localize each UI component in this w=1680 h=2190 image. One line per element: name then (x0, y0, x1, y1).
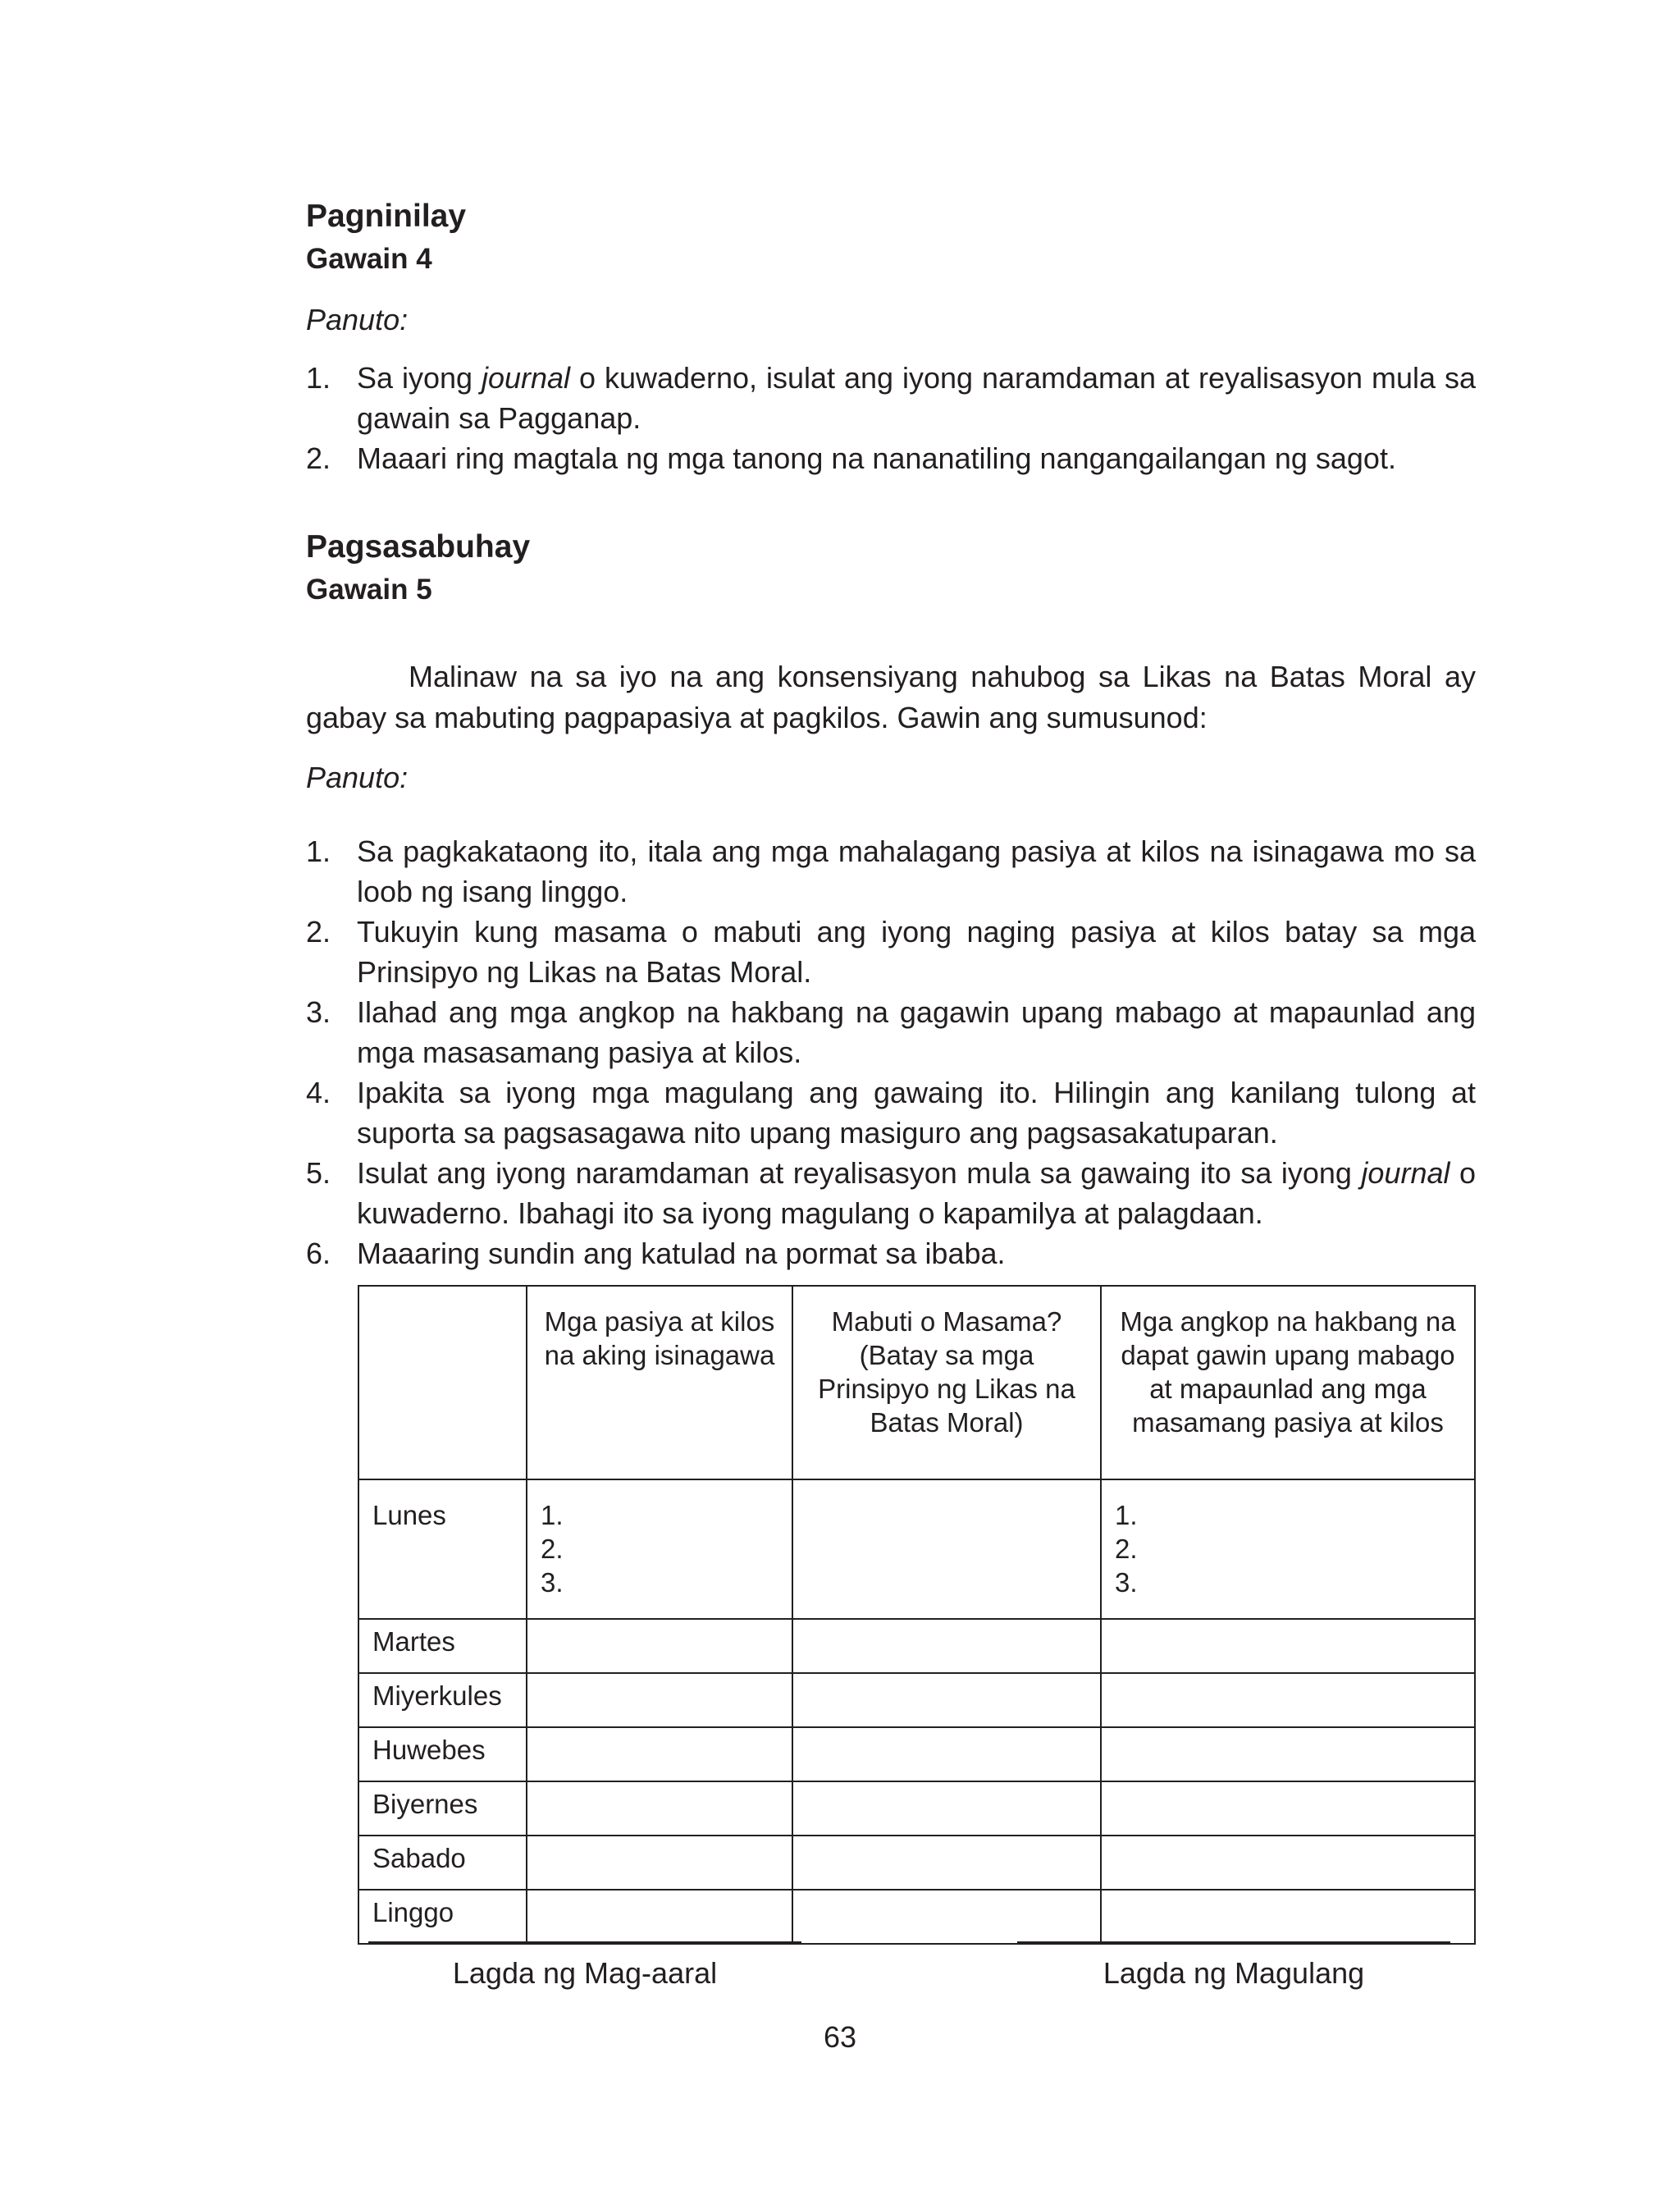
list-item-text: Tukuyin kung masama o mabuti ang iyong naging pasiya at kilos batay sa mga Prinsipyo ng Likas na Batas Moral. (357, 915, 1476, 989)
day-cell: Sabado (358, 1836, 527, 1890)
list-item-text: Sa iyong (357, 361, 482, 395)
list-item-emphasis: journal (481, 361, 571, 395)
list-item-number: 1. (306, 361, 331, 395)
table-header-cell: Mga pasiya at kilos na aking isinagawa (527, 1286, 792, 1479)
table-header-row (358, 1286, 1475, 1479)
student-signature-line[interactable] (368, 1941, 801, 1943)
list-item-text: Isulat ang iyong naramdaman at reyalisasyon mula sa gawaing ito sa iyong (357, 1156, 1362, 1190)
table-cell[interactable] (792, 1479, 1101, 1619)
table-header-cell: Mga angkop na hakbang na dapat gawin upang mabago at mapaunlad ang mga masamang pasiya at kilos (1101, 1286, 1475, 1479)
list-item: 3. (541, 1567, 564, 1598)
day-cell: Martes (358, 1619, 527, 1673)
instructions-list-pagsasabuhay (306, 831, 1476, 1273)
table-cell[interactable] (1101, 1479, 1475, 1619)
table-header-cell (358, 1286, 527, 1479)
numbered-placeholder-list (1115, 1498, 1461, 1599)
list-item-text: Maaaring sundin ang katulad na pormat sa ibaba. (357, 1237, 1006, 1270)
day-cell: Lunes (358, 1479, 527, 1619)
table-cell[interactable] (1101, 1619, 1475, 1673)
table-cell[interactable] (792, 1619, 1101, 1673)
list-item: 1. (1115, 1500, 1138, 1530)
list-item-number: 4. (306, 1076, 331, 1109)
list-item (306, 912, 1476, 992)
list-item-number: 2. (306, 441, 331, 475)
list-item-number: 2. (306, 915, 331, 949)
page-number: 63 (823, 2020, 857, 2054)
table-cell[interactable] (527, 1836, 792, 1890)
table-header-cell: Mabuti o Masama? (Batay sa mga Prinsipyo ng Likas na Batas Moral) (792, 1286, 1101, 1479)
list-item-text: Maaari ring magtala ng mga tanong na nananatiling nangangailangan ng sagot. (357, 441, 1396, 475)
table-row (358, 1673, 1475, 1727)
table-cell[interactable] (527, 1781, 792, 1836)
table-row (358, 1619, 1475, 1673)
activity-title-gawain-4: Gawain 4 (306, 243, 432, 275)
intro-paragraph: Malinaw na sa iyo na ang konsensiyang nahubog sa Likas na Batas Moral ay gabay sa mabuting pagpapasiya at pagkilos. Gawin ang sumusunod: (306, 660, 1476, 734)
weekly-decision-table (358, 1285, 1476, 1945)
list-item: 2. (1115, 1534, 1138, 1564)
list-item (306, 438, 1476, 478)
list-item (306, 358, 1476, 438)
table-cell[interactable] (792, 1890, 1101, 1944)
day-cell: Biyernes (358, 1781, 527, 1836)
list-item (306, 1153, 1476, 1233)
parent-signature-line[interactable] (1017, 1941, 1450, 1943)
table-cell[interactable] (1101, 1781, 1475, 1836)
list-item-number: 5. (306, 1156, 331, 1190)
instructions-label: Panuto: (306, 303, 409, 336)
list-item-number: 6. (306, 1237, 331, 1270)
day-cell: Linggo (358, 1890, 527, 1944)
instructions-label: Panuto: (306, 761, 409, 794)
list-item: 2. (541, 1534, 564, 1564)
day-cell: Miyerkules (358, 1673, 527, 1727)
list-item (306, 1072, 1476, 1153)
table-cell[interactable] (792, 1836, 1101, 1890)
table-cell[interactable] (527, 1727, 792, 1781)
table-cell[interactable] (527, 1479, 792, 1619)
section-title-pagsasabuhay: Pagsasabuhay (306, 529, 531, 565)
list-item-text: o kuwaderno, isulat ang iyong naramdaman at reyalisasyon mula sa gawain sa Pagganap. (357, 361, 1476, 435)
list-item-emphasis: journal (1361, 1156, 1450, 1190)
day-cell: Huwebes (358, 1727, 527, 1781)
instructions-list-pagninilay (306, 358, 1476, 478)
table-cell[interactable] (527, 1673, 792, 1727)
list-item (306, 831, 1476, 912)
list-item (306, 1233, 1476, 1273)
list-item-number: 1. (306, 834, 331, 868)
list-item-text: Ilahad ang mga angkop na hakbang na gagawin upang mabago at mapaunlad ang mga masasamang pasiya at kilos. (357, 995, 1476, 1069)
list-item-text: Ipakita sa iyong mga magulang ang gawaing ito. Hilingin ang kanilang tulong at suporta sa pagsasagawa nito upang masiguro ang pagsasakatuparan. (357, 1076, 1476, 1150)
table-cell[interactable] (792, 1673, 1101, 1727)
table-cell[interactable] (1101, 1673, 1475, 1727)
table-row (358, 1479, 1475, 1619)
table-row (358, 1781, 1475, 1836)
list-item: 1. (541, 1500, 564, 1530)
section-title-pagninilay: Pagninilay (306, 199, 467, 234)
list-item-text: Sa pagkakataong ito, itala ang mga mahalagang pasiya at kilos na isinagawa mo sa loob ng isang linggo. (357, 834, 1476, 908)
table-cell[interactable] (527, 1890, 792, 1944)
list-item (306, 992, 1476, 1072)
table-cell[interactable] (1101, 1836, 1475, 1890)
table-cell[interactable] (527, 1619, 792, 1673)
numbered-placeholder-list (541, 1498, 778, 1599)
table-cell[interactable] (792, 1781, 1101, 1836)
list-item: 3. (1115, 1567, 1138, 1598)
table-row (358, 1836, 1475, 1890)
table-cell[interactable] (1101, 1727, 1475, 1781)
table-row (358, 1727, 1475, 1781)
list-item-number: 3. (306, 995, 331, 1029)
table-row (358, 1890, 1475, 1944)
parent-signature-label: Lagda ng Magulang (1102, 1956, 1365, 1990)
list-item-text: o kuwaderno. Ibahagi ito sa iyong magulang o kapamilya at palagdaan. (357, 1156, 1477, 1230)
table-cell[interactable] (792, 1727, 1101, 1781)
activity-title-gawain-5: Gawain 5 (306, 574, 432, 606)
table-cell[interactable] (1101, 1890, 1475, 1944)
student-signature-label: Lagda ng Mag-aaral (452, 1956, 718, 1990)
